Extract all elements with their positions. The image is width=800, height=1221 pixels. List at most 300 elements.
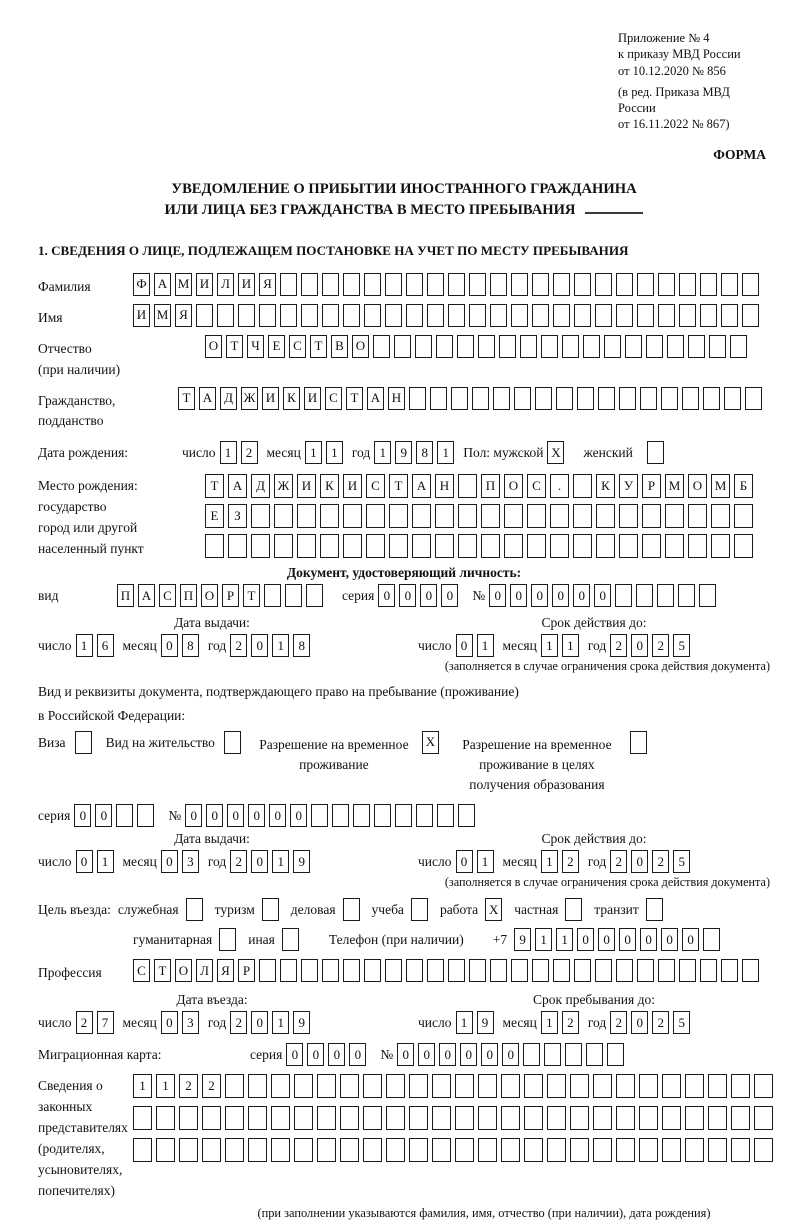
char-cell[interactable]: 9 [477, 1011, 494, 1034]
char-cell[interactable] [745, 387, 762, 410]
char-cell[interactable] [366, 534, 385, 558]
char-cell[interactable] [562, 335, 579, 358]
char-cell[interactable] [458, 804, 475, 827]
purpose-official-cell[interactable] [186, 898, 203, 921]
char-cell[interactable] [742, 304, 759, 327]
char-cell[interactable] [458, 474, 477, 498]
char-cell[interactable]: А [367, 387, 384, 410]
char-cell[interactable]: 9 [293, 850, 310, 873]
char-cell[interactable]: 0 [251, 850, 268, 873]
char-cell[interactable]: Т [178, 387, 195, 410]
char-cell[interactable] [700, 273, 717, 296]
char-cell[interactable]: 0 [185, 804, 202, 827]
char-cell[interactable]: 0 [481, 1043, 498, 1066]
char-cell[interactable]: 1 [541, 850, 558, 873]
char-cell[interactable] [688, 335, 705, 358]
char-cell[interactable] [478, 1074, 497, 1098]
char-cell[interactable]: 2 [610, 1011, 627, 1034]
char-cell[interactable] [700, 304, 717, 327]
char-cell[interactable]: 0 [420, 584, 437, 607]
char-cell[interactable] [493, 387, 510, 410]
char-cell[interactable] [386, 1106, 405, 1130]
char-cell[interactable] [532, 959, 549, 982]
char-cell[interactable]: И [262, 387, 279, 410]
char-cell[interactable]: 0 [456, 634, 473, 657]
char-cell[interactable] [639, 1138, 658, 1162]
char-cell[interactable] [754, 1138, 773, 1162]
char-cell[interactable] [708, 1138, 727, 1162]
char-cell[interactable] [389, 504, 408, 528]
char-cell[interactable]: 0 [227, 804, 244, 827]
char-cell[interactable]: 1 [456, 1011, 473, 1034]
sex-female-checkbox-cell[interactable] [647, 441, 664, 464]
char-cell[interactable]: О [175, 959, 192, 982]
char-cell[interactable] [259, 304, 276, 327]
char-cell[interactable]: И [297, 474, 316, 498]
char-cell[interactable] [481, 534, 500, 558]
char-cell[interactable]: 2 [230, 634, 247, 657]
char-cell[interactable] [274, 504, 293, 528]
char-cell[interactable]: А [228, 474, 247, 498]
char-cell[interactable] [570, 1138, 589, 1162]
char-cell[interactable]: 2 [202, 1074, 221, 1098]
char-cell[interactable]: 1 [97, 850, 114, 873]
char-cell[interactable] [406, 273, 423, 296]
char-cell[interactable] [301, 959, 318, 982]
char-cell[interactable] [179, 1106, 198, 1130]
char-cell[interactable] [547, 1138, 566, 1162]
char-cell[interactable] [658, 304, 675, 327]
char-cell[interactable]: 2 [652, 1011, 669, 1034]
char-cell[interactable] [721, 304, 738, 327]
char-cell[interactable] [448, 304, 465, 327]
char-cell[interactable] [448, 273, 465, 296]
purpose-private-cell[interactable] [565, 898, 582, 921]
char-cell[interactable]: С [133, 959, 150, 982]
char-cell[interactable]: 1 [374, 441, 391, 464]
char-cell[interactable]: Д [220, 387, 237, 410]
char-cell[interactable]: 8 [416, 441, 433, 464]
char-cell[interactable]: М [665, 474, 684, 498]
char-cell[interactable]: М [711, 474, 730, 498]
char-cell[interactable] [332, 804, 349, 827]
char-cell[interactable] [527, 534, 546, 558]
char-cell[interactable] [550, 504, 569, 528]
char-cell[interactable]: П [180, 584, 197, 607]
char-cell[interactable] [731, 1138, 750, 1162]
char-cell[interactable] [708, 1074, 727, 1098]
char-cell[interactable] [598, 387, 615, 410]
char-cell[interactable] [478, 1106, 497, 1130]
char-cell[interactable]: Ч [247, 335, 264, 358]
char-cell[interactable]: 0 [251, 634, 268, 657]
char-cell[interactable]: 0 [456, 850, 473, 873]
char-cell[interactable]: Р [238, 959, 255, 982]
char-cell[interactable] [202, 1106, 221, 1130]
purpose-study-cell[interactable] [411, 898, 428, 921]
char-cell[interactable]: 0 [502, 1043, 519, 1066]
char-cell[interactable] [416, 804, 433, 827]
char-cell[interactable] [436, 335, 453, 358]
char-cell[interactable] [271, 1074, 290, 1098]
char-cell[interactable] [511, 304, 528, 327]
char-cell[interactable]: Л [217, 273, 234, 296]
char-cell[interactable]: 9 [293, 1011, 310, 1034]
char-cell[interactable] [524, 1138, 543, 1162]
char-cell[interactable]: 6 [97, 634, 114, 657]
char-cell[interactable] [640, 387, 657, 410]
char-cell[interactable]: 2 [230, 1011, 247, 1034]
char-cell[interactable]: 3 [182, 850, 199, 873]
char-cell[interactable]: 0 [640, 928, 657, 951]
char-cell[interactable]: 2 [652, 850, 669, 873]
char-cell[interactable]: 0 [286, 1043, 303, 1066]
char-cell[interactable] [511, 273, 528, 296]
char-cell[interactable] [394, 335, 411, 358]
char-cell[interactable] [523, 1043, 540, 1066]
char-cell[interactable] [679, 959, 696, 982]
char-cell[interactable] [409, 1106, 428, 1130]
char-cell[interactable]: П [481, 474, 500, 498]
char-cell[interactable]: 0 [631, 1011, 648, 1034]
char-cell[interactable] [458, 534, 477, 558]
char-cell[interactable] [435, 504, 454, 528]
char-cell[interactable]: И [238, 273, 255, 296]
char-cell[interactable] [322, 959, 339, 982]
char-cell[interactable] [711, 504, 730, 528]
char-cell[interactable] [658, 273, 675, 296]
char-cell[interactable]: 0 [74, 804, 91, 827]
char-cell[interactable] [504, 504, 523, 528]
char-cell[interactable] [708, 1106, 727, 1130]
purpose-work-cell[interactable]: X [485, 898, 502, 921]
char-cell[interactable]: С [159, 584, 176, 607]
char-cell[interactable] [317, 1106, 336, 1130]
char-cell[interactable] [385, 959, 402, 982]
char-cell[interactable]: 1 [541, 1011, 558, 1034]
char-cell[interactable] [688, 534, 707, 558]
char-cell[interactable] [320, 534, 339, 558]
char-cell[interactable]: 5 [673, 634, 690, 657]
char-cell[interactable]: К [596, 474, 615, 498]
char-cell[interactable]: 0 [95, 804, 112, 827]
char-cell[interactable]: Е [205, 504, 224, 528]
char-cell[interactable]: 1 [535, 928, 552, 951]
char-cell[interactable] [363, 1138, 382, 1162]
char-cell[interactable] [637, 304, 654, 327]
char-cell[interactable] [430, 387, 447, 410]
char-cell[interactable]: . [550, 474, 569, 498]
char-cell[interactable] [524, 1074, 543, 1098]
char-cell[interactable] [514, 387, 531, 410]
char-cell[interactable] [616, 1138, 635, 1162]
char-cell[interactable] [661, 387, 678, 410]
char-cell[interactable]: 0 [573, 584, 590, 607]
char-cell[interactable] [573, 504, 592, 528]
char-cell[interactable] [754, 1106, 773, 1130]
temp-residence-checkbox-cell[interactable]: X [422, 731, 439, 754]
char-cell[interactable]: 1 [437, 441, 454, 464]
char-cell[interactable] [679, 273, 696, 296]
char-cell[interactable] [116, 804, 133, 827]
char-cell[interactable]: О [201, 584, 218, 607]
char-cell[interactable] [604, 335, 621, 358]
char-cell[interactable]: Ф [133, 273, 150, 296]
char-cell[interactable] [294, 1138, 313, 1162]
char-cell[interactable]: 0 [531, 584, 548, 607]
char-cell[interactable]: О [352, 335, 369, 358]
char-cell[interactable]: Р [222, 584, 239, 607]
char-cell[interactable] [340, 1106, 359, 1130]
char-cell[interactable] [472, 387, 489, 410]
char-cell[interactable]: 0 [552, 584, 569, 607]
char-cell[interactable] [285, 584, 302, 607]
char-cell[interactable] [322, 273, 339, 296]
char-cell[interactable]: 0 [439, 1043, 456, 1066]
char-cell[interactable] [217, 304, 234, 327]
char-cell[interactable]: П [117, 584, 134, 607]
char-cell[interactable] [280, 273, 297, 296]
purpose-tourism-cell[interactable] [262, 898, 279, 921]
char-cell[interactable]: 1 [305, 441, 322, 464]
char-cell[interactable] [685, 1074, 704, 1098]
char-cell[interactable]: 0 [290, 804, 307, 827]
char-cell[interactable] [451, 387, 468, 410]
char-cell[interactable] [699, 584, 716, 607]
char-cell[interactable] [455, 1138, 474, 1162]
char-cell[interactable]: 1 [220, 441, 237, 464]
char-cell[interactable]: 8 [293, 634, 310, 657]
char-cell[interactable] [619, 534, 638, 558]
char-cell[interactable]: И [343, 474, 362, 498]
char-cell[interactable] [427, 273, 444, 296]
char-cell[interactable]: Н [388, 387, 405, 410]
char-cell[interactable]: 0 [418, 1043, 435, 1066]
char-cell[interactable] [406, 304, 423, 327]
char-cell[interactable] [251, 534, 270, 558]
char-cell[interactable]: Т [243, 584, 260, 607]
char-cell[interactable] [703, 928, 720, 951]
char-cell[interactable]: С [527, 474, 546, 498]
char-cell[interactable] [731, 1074, 750, 1098]
char-cell[interactable]: 0 [269, 804, 286, 827]
char-cell[interactable] [179, 1138, 198, 1162]
char-cell[interactable]: 1 [326, 441, 343, 464]
char-cell[interactable] [667, 335, 684, 358]
char-cell[interactable]: 2 [562, 1011, 579, 1034]
char-cell[interactable] [662, 1074, 681, 1098]
char-cell[interactable] [364, 273, 381, 296]
char-cell[interactable] [343, 273, 360, 296]
char-cell[interactable] [478, 1138, 497, 1162]
char-cell[interactable] [570, 1106, 589, 1130]
char-cell[interactable] [280, 304, 297, 327]
char-cell[interactable] [734, 504, 753, 528]
char-cell[interactable] [544, 1043, 561, 1066]
char-cell[interactable]: М [154, 304, 171, 327]
char-cell[interactable] [616, 273, 633, 296]
char-cell[interactable]: Е [268, 335, 285, 358]
char-cell[interactable] [412, 534, 431, 558]
char-cell[interactable] [501, 1106, 520, 1130]
char-cell[interactable]: Т [154, 959, 171, 982]
char-cell[interactable] [553, 273, 570, 296]
residence-permit-checkbox-cell[interactable] [224, 731, 241, 754]
char-cell[interactable] [490, 304, 507, 327]
char-cell[interactable] [432, 1138, 451, 1162]
char-cell[interactable] [205, 534, 224, 558]
char-cell[interactable] [658, 959, 675, 982]
char-cell[interactable]: 0 [460, 1043, 477, 1066]
char-cell[interactable] [595, 273, 612, 296]
char-cell[interactable] [389, 534, 408, 558]
char-cell[interactable] [251, 504, 270, 528]
char-cell[interactable]: 1 [156, 1074, 175, 1098]
char-cell[interactable]: 0 [248, 804, 265, 827]
char-cell[interactable] [657, 584, 674, 607]
char-cell[interactable]: 0 [631, 850, 648, 873]
char-cell[interactable]: Ж [241, 387, 258, 410]
char-cell[interactable] [553, 304, 570, 327]
char-cell[interactable]: 0 [577, 928, 594, 951]
char-cell[interactable] [297, 534, 316, 558]
char-cell[interactable] [616, 304, 633, 327]
char-cell[interactable] [264, 584, 281, 607]
char-cell[interactable] [469, 304, 486, 327]
char-cell[interactable] [133, 1138, 152, 1162]
char-cell[interactable] [646, 335, 663, 358]
char-cell[interactable] [228, 534, 247, 558]
char-cell[interactable]: 0 [598, 928, 615, 951]
char-cell[interactable] [280, 959, 297, 982]
char-cell[interactable] [709, 335, 726, 358]
temp-residence-edu-checkbox-cell[interactable] [630, 731, 647, 754]
char-cell[interactable] [311, 804, 328, 827]
char-cell[interactable] [297, 504, 316, 528]
char-cell[interactable] [415, 335, 432, 358]
char-cell[interactable] [639, 1074, 658, 1098]
char-cell[interactable] [547, 1106, 566, 1130]
char-cell[interactable]: 0 [661, 928, 678, 951]
char-cell[interactable]: 8 [182, 634, 199, 657]
char-cell[interactable]: 0 [307, 1043, 324, 1066]
char-cell[interactable]: 1 [76, 634, 93, 657]
char-cell[interactable]: Т [346, 387, 363, 410]
char-cell[interactable]: Р [642, 474, 661, 498]
char-cell[interactable]: 2 [610, 634, 627, 657]
char-cell[interactable] [248, 1074, 267, 1098]
char-cell[interactable]: 1 [272, 634, 289, 657]
char-cell[interactable]: 1 [477, 850, 494, 873]
char-cell[interactable] [586, 1043, 603, 1066]
char-cell[interactable] [688, 504, 707, 528]
char-cell[interactable] [593, 1074, 612, 1098]
char-cell[interactable]: А [199, 387, 216, 410]
char-cell[interactable]: 2 [179, 1074, 198, 1098]
char-cell[interactable] [432, 1106, 451, 1130]
char-cell[interactable] [490, 959, 507, 982]
char-cell[interactable] [322, 304, 339, 327]
char-cell[interactable] [427, 959, 444, 982]
char-cell[interactable] [619, 387, 636, 410]
char-cell[interactable] [364, 304, 381, 327]
char-cell[interactable] [435, 534, 454, 558]
char-cell[interactable] [353, 804, 370, 827]
char-cell[interactable]: 0 [441, 584, 458, 607]
char-cell[interactable]: 2 [610, 850, 627, 873]
char-cell[interactable] [520, 335, 537, 358]
char-cell[interactable]: К [320, 474, 339, 498]
char-cell[interactable] [616, 959, 633, 982]
char-cell[interactable] [665, 534, 684, 558]
char-cell[interactable] [583, 335, 600, 358]
char-cell[interactable]: А [138, 584, 155, 607]
char-cell[interactable] [574, 304, 591, 327]
char-cell[interactable] [364, 959, 381, 982]
char-cell[interactable] [662, 1138, 681, 1162]
char-cell[interactable] [458, 504, 477, 528]
char-cell[interactable]: 0 [510, 584, 527, 607]
char-cell[interactable] [317, 1138, 336, 1162]
char-cell[interactable]: 9 [514, 928, 531, 951]
char-cell[interactable]: С [289, 335, 306, 358]
char-cell[interactable]: Л [196, 959, 213, 982]
char-cell[interactable] [457, 335, 474, 358]
char-cell[interactable]: 1 [272, 1011, 289, 1034]
char-cell[interactable] [721, 273, 738, 296]
char-cell[interactable]: Т [226, 335, 243, 358]
char-cell[interactable] [642, 534, 661, 558]
char-cell[interactable]: 2 [241, 441, 258, 464]
char-cell[interactable] [343, 504, 362, 528]
char-cell[interactable]: 1 [562, 634, 579, 657]
char-cell[interactable] [412, 504, 431, 528]
char-cell[interactable] [642, 504, 661, 528]
char-cell[interactable]: 0 [161, 850, 178, 873]
char-cell[interactable]: И [196, 273, 213, 296]
char-cell[interactable]: 0 [399, 584, 416, 607]
char-cell[interactable] [156, 1106, 175, 1130]
char-cell[interactable] [343, 534, 362, 558]
char-cell[interactable]: 0 [328, 1043, 345, 1066]
char-cell[interactable] [343, 304, 360, 327]
char-cell[interactable]: 0 [161, 634, 178, 657]
char-cell[interactable]: 0 [161, 1011, 178, 1034]
char-cell[interactable] [532, 304, 549, 327]
char-cell[interactable] [320, 504, 339, 528]
char-cell[interactable]: Т [205, 474, 224, 498]
char-cell[interactable]: 0 [619, 928, 636, 951]
char-cell[interactable] [274, 534, 293, 558]
char-cell[interactable] [340, 1074, 359, 1098]
char-cell[interactable]: 0 [594, 584, 611, 607]
char-cell[interactable]: 7 [97, 1011, 114, 1034]
char-cell[interactable] [385, 304, 402, 327]
char-cell[interactable] [596, 534, 615, 558]
char-cell[interactable] [409, 1138, 428, 1162]
char-cell[interactable]: 0 [378, 584, 395, 607]
purpose-humanitarian-cell[interactable] [219, 928, 236, 951]
char-cell[interactable] [202, 1138, 221, 1162]
char-cell[interactable] [409, 387, 426, 410]
char-cell[interactable]: 1 [556, 928, 573, 951]
char-cell[interactable] [577, 387, 594, 410]
char-cell[interactable] [711, 534, 730, 558]
char-cell[interactable] [556, 387, 573, 410]
char-cell[interactable]: Н [435, 474, 454, 498]
purpose-transit-cell[interactable] [646, 898, 663, 921]
purpose-business-cell[interactable] [343, 898, 360, 921]
